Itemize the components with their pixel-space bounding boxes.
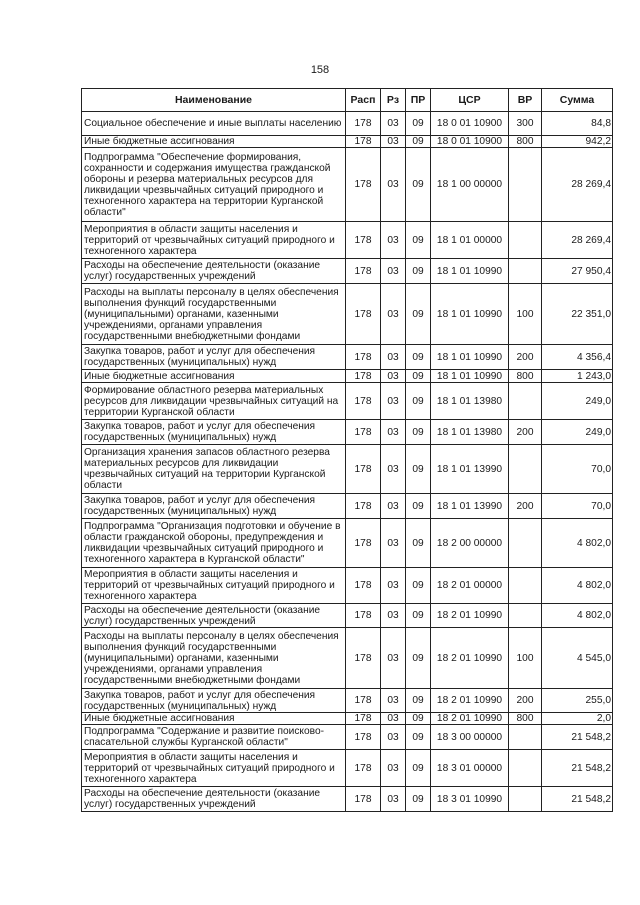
cell-rz: 03 [381,787,406,812]
cell-sum: 2,0 [542,713,613,725]
cell-name: Мероприятия в области защиты населения и территорий от чрезвычайных ситуаций природного и техногенного характера [82,222,346,259]
cell-rasp: 178 [346,628,381,689]
cell-rasp: 178 [346,494,381,519]
header-csr: ЦСР [431,89,509,112]
cell-name: Расходы на выплаты персоналу в целях обеспечения выполнения функций государственными (муниципальными) органами, казенными учреждениями, органами управления государственными внебюджетными фондами [82,628,346,689]
cell-pr: 09 [406,568,431,604]
cell-csr: 18 0 01 10900 [431,112,509,136]
header-rz: Рз [381,89,406,112]
cell-vr: 300 [509,112,542,136]
table-row [82,750,613,787]
cell-rasp: 178 [346,689,381,713]
cell-rasp: 178 [346,725,381,750]
cell-name: Иные бюджетные ассигнования [82,370,346,383]
cell-name: Иные бюджетные ассигнования [82,136,346,148]
cell-csr: 18 1 01 13990 [431,494,509,519]
cell-pr: 09 [406,284,431,345]
cell-rz: 03 [381,420,406,445]
table-row [82,370,613,383]
cell-rasp: 178 [346,568,381,604]
cell-rz: 03 [381,345,406,370]
cell-rasp: 178 [346,112,381,136]
cell-pr: 09 [406,787,431,812]
cell-name: Закупка товаров, работ и услуг для обеспечения государственных (муниципальных) нужд [82,689,346,713]
header-vr: ВР [509,89,542,112]
cell-csr: 18 2 01 00000 [431,568,509,604]
cell-rasp: 178 [346,713,381,725]
cell-rasp: 178 [346,136,381,148]
cell-pr: 09 [406,628,431,689]
cell-sum: 27 950,4 [542,259,613,284]
cell-sum: 4 545,0 [542,628,613,689]
cell-rz: 03 [381,519,406,568]
cell-csr: 18 1 01 13990 [431,445,509,494]
cell-vr [509,787,542,812]
table-row [82,420,613,445]
cell-sum: 21 548,2 [542,750,613,787]
header-rasp: Расп [346,89,381,112]
cell-csr: 18 2 01 10990 [431,628,509,689]
cell-rasp: 178 [346,519,381,568]
cell-name: Социальное обеспечение и иные выплаты населению [82,112,346,136]
cell-rz: 03 [381,148,406,222]
cell-vr [509,445,542,494]
cell-pr: 09 [406,689,431,713]
cell-vr [509,259,542,284]
cell-vr [509,519,542,568]
header-pr: ПР [406,89,431,112]
cell-rasp: 178 [346,345,381,370]
cell-sum: 70,0 [542,494,613,519]
cell-vr: 100 [509,628,542,689]
cell-pr: 09 [406,519,431,568]
cell-name: Формирование областного резерва материальных ресурсов для ликвидации чрезвычайных ситуаций на территории Курганской области [82,383,346,420]
cell-pr: 09 [406,345,431,370]
cell-pr: 09 [406,148,431,222]
cell-rasp: 178 [346,370,381,383]
cell-name: Расходы на обеспечение деятельности (оказание услуг) государственных учреждений [82,787,346,812]
table-row [82,713,613,725]
cell-sum: 22 351,0 [542,284,613,345]
cell-rz: 03 [381,445,406,494]
cell-vr: 200 [509,689,542,713]
table-row [82,725,613,750]
cell-pr: 09 [406,136,431,148]
cell-rasp: 178 [346,787,381,812]
cell-vr [509,222,542,259]
cell-pr: 09 [406,494,431,519]
cell-rasp: 178 [346,383,381,420]
cell-rz: 03 [381,259,406,284]
cell-sum: 84,8 [542,112,613,136]
table-row [82,284,613,345]
table-header-row [82,89,613,112]
cell-csr: 18 0 01 10900 [431,136,509,148]
cell-rz: 03 [381,494,406,519]
cell-pr: 09 [406,112,431,136]
cell-rz: 03 [381,604,406,628]
cell-vr [509,383,542,420]
cell-rz: 03 [381,370,406,383]
cell-vr [509,568,542,604]
cell-csr: 18 2 00 00000 [431,519,509,568]
table-row [82,148,613,222]
cell-sum: 942,2 [542,136,613,148]
cell-csr: 18 3 01 00000 [431,750,509,787]
cell-vr [509,750,542,787]
cell-sum: 4 802,0 [542,568,613,604]
cell-csr: 18 1 01 10990 [431,370,509,383]
table-row [82,136,613,148]
cell-rz: 03 [381,112,406,136]
table-row [82,604,613,628]
cell-sum: 21 548,2 [542,725,613,750]
cell-vr [509,604,542,628]
table-row [82,383,613,420]
table-row [82,345,613,370]
cell-sum: 249,0 [542,420,613,445]
cell-pr: 09 [406,222,431,259]
cell-name: Закупка товаров, работ и услуг для обеспечения государственных (муниципальных) нужд [82,494,346,519]
cell-csr: 18 1 01 10990 [431,345,509,370]
cell-sum: 70,0 [542,445,613,494]
cell-vr: 200 [509,420,542,445]
cell-rasp: 178 [346,604,381,628]
cell-csr: 18 1 01 10990 [431,284,509,345]
cell-sum: 21 548,2 [542,787,613,812]
cell-rz: 03 [381,750,406,787]
cell-name: Подпрограмма "Содержание и развитие поисково-спасательной службы Курганской области" [82,725,346,750]
cell-rz: 03 [381,725,406,750]
cell-name: Иные бюджетные ассигнования [82,713,346,725]
cell-name: Мероприятия в области защиты населения и территорий от чрезвычайных ситуаций природного и техногенного характера [82,568,346,604]
cell-name: Расходы на обеспечение деятельности (оказание услуг) государственных учреждений [82,604,346,628]
table-row [82,787,613,812]
cell-rz: 03 [381,713,406,725]
header-sum: Сумма [542,89,613,112]
cell-vr: 100 [509,284,542,345]
cell-csr: 18 1 00 00000 [431,148,509,222]
table-row [82,689,613,713]
cell-rasp: 178 [346,259,381,284]
cell-sum: 255,0 [542,689,613,713]
cell-vr: 200 [509,345,542,370]
page-number: 158 [310,64,330,76]
cell-name: Закупка товаров, работ и услуг для обеспечения государственных (муниципальных) нужд [82,420,346,445]
cell-csr: 18 3 01 10990 [431,787,509,812]
cell-rasp: 178 [346,750,381,787]
cell-rz: 03 [381,689,406,713]
cell-pr: 09 [406,383,431,420]
cell-sum: 1 243,0 [542,370,613,383]
table-row [82,568,613,604]
cell-sum: 4 356,4 [542,345,613,370]
table-row [82,628,613,689]
cell-pr: 09 [406,370,431,383]
cell-csr: 18 2 01 10990 [431,689,509,713]
cell-csr: 18 3 00 00000 [431,725,509,750]
cell-csr: 18 2 01 10990 [431,713,509,725]
cell-vr: 800 [509,136,542,148]
cell-rz: 03 [381,383,406,420]
cell-csr: 18 1 01 00000 [431,222,509,259]
cell-sum: 4 802,0 [542,604,613,628]
table-row [82,519,613,568]
table-row [82,259,613,284]
table-row [82,445,613,494]
cell-rz: 03 [381,628,406,689]
cell-csr: 18 1 01 13980 [431,383,509,420]
cell-name: Мероприятия в области защиты населения и территорий от чрезвычайных ситуаций природного и техногенного характера [82,750,346,787]
cell-vr: 800 [509,370,542,383]
cell-rz: 03 [381,284,406,345]
cell-sum: 28 269,4 [542,148,613,222]
table-row [82,112,613,136]
table-row [82,494,613,519]
cell-rz: 03 [381,568,406,604]
cell-rz: 03 [381,136,406,148]
table-body [82,112,613,812]
cell-sum: 28 269,4 [542,222,613,259]
cell-rasp: 178 [346,222,381,259]
table-row [82,222,613,259]
header-name: Наименование [82,89,346,112]
cell-pr: 09 [406,604,431,628]
cell-csr: 18 1 01 10990 [431,259,509,284]
budget-table [81,88,613,812]
cell-name: Подпрограмма "Обеспечение формирования, сохранности и содержания имущества гражданской обороны и резерва материальных ресурсов для ликвидации чрезвычайных ситуаций природного и техногенного характера на территории Курганской области" [82,148,346,222]
cell-pr: 09 [406,725,431,750]
cell-vr [509,148,542,222]
cell-name: Организация хранения запасов областного резерва материальных ресурсов для ликвидации чрезвычайных ситуаций на территории Курганской области [82,445,346,494]
cell-vr [509,725,542,750]
cell-pr: 09 [406,445,431,494]
cell-name: Подпрограмма "Организация подготовки и обучение в области гражданской обороны, предупреждения и ликвидации чрезвычайных ситуаций природного и техногенного характера в Курганской области" [82,519,346,568]
cell-csr: 18 2 01 10990 [431,604,509,628]
cell-sum: 249,0 [542,383,613,420]
cell-rasp: 178 [346,420,381,445]
cell-name: Расходы на выплаты персоналу в целях обеспечения выполнения функций государственными (муниципальными) органами, казенными учреждениями, органами управления государственными внебюджетными фондами [82,284,346,345]
cell-pr: 09 [406,259,431,284]
cell-csr: 18 1 01 13980 [431,420,509,445]
cell-vr: 200 [509,494,542,519]
cell-name: Закупка товаров, работ и услуг для обеспечения государственных (муниципальных) нужд [82,345,346,370]
cell-vr: 800 [509,713,542,725]
cell-rasp: 178 [346,148,381,222]
cell-rz: 03 [381,222,406,259]
cell-sum: 4 802,0 [542,519,613,568]
cell-pr: 09 [406,420,431,445]
cell-name: Расходы на обеспечение деятельности (оказание услуг) государственных учреждений [82,259,346,284]
cell-pr: 09 [406,750,431,787]
cell-pr: 09 [406,713,431,725]
cell-rasp: 178 [346,445,381,494]
cell-rasp: 178 [346,284,381,345]
